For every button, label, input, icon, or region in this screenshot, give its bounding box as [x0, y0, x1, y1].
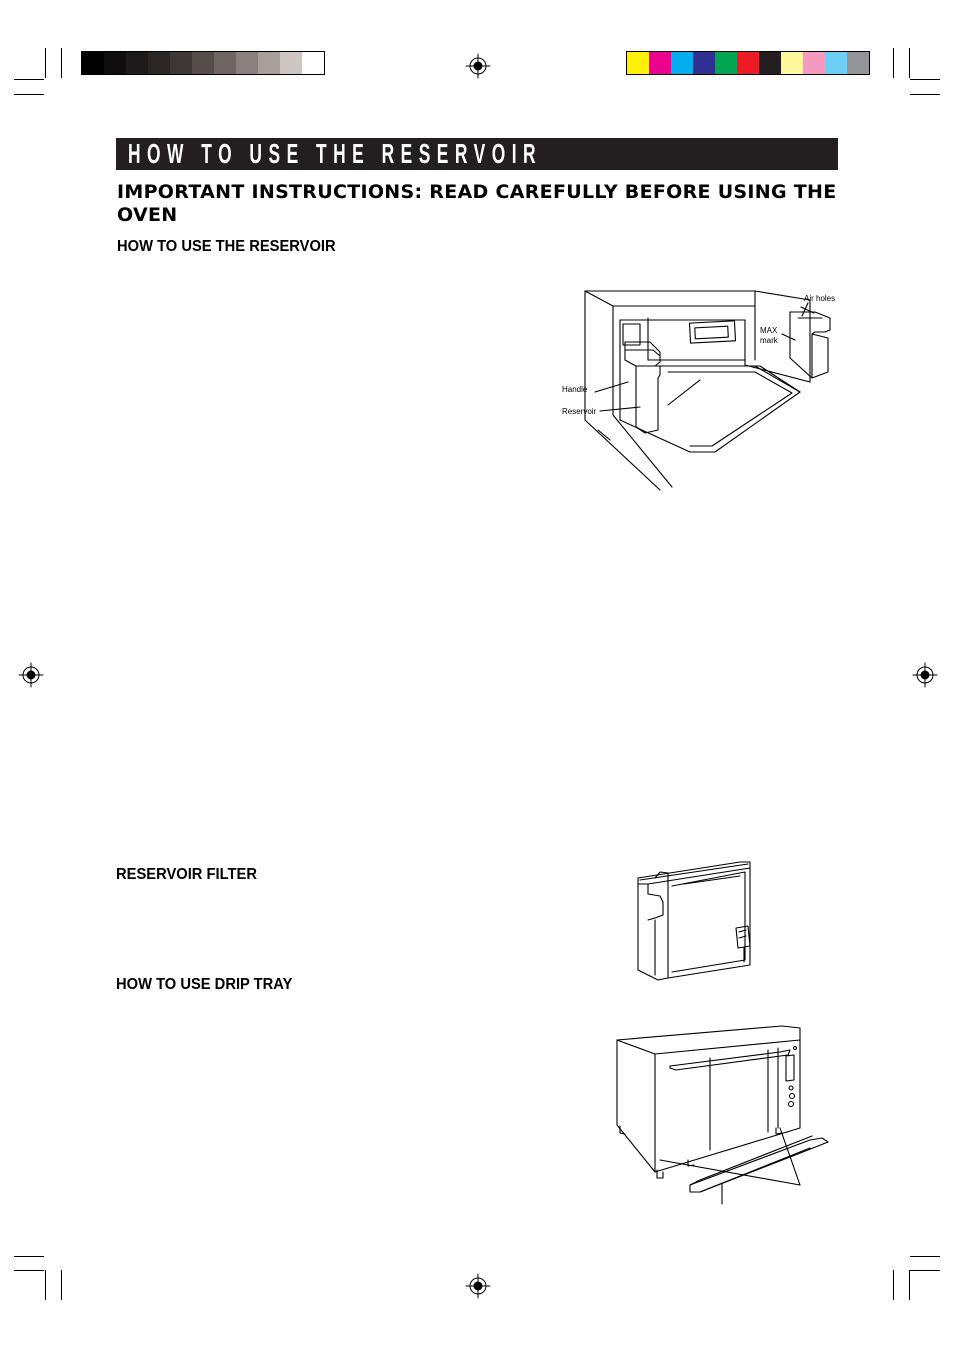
air-holes-label: Air holes [804, 294, 836, 303]
important-instructions-heading: IMPORTANT INSTRUCTIONS: READ CAREFULLY BEFORE USING THE OVEN [117, 181, 837, 226]
reservoir-label: Reservoir [562, 407, 597, 416]
section-title: HOW TO USE THE RESERVOIR [128, 138, 543, 169]
reservoir-heading: HOW TO USE THE RESERVOIR [117, 238, 336, 255]
max-mark-label: MAX mark [760, 326, 778, 345]
handle-label: Handle [562, 385, 588, 394]
drip-tray-heading: HOW TO USE DRIP TRAY [116, 976, 293, 993]
reservoir-filter-heading: RESERVOIR FILTER [116, 866, 257, 883]
